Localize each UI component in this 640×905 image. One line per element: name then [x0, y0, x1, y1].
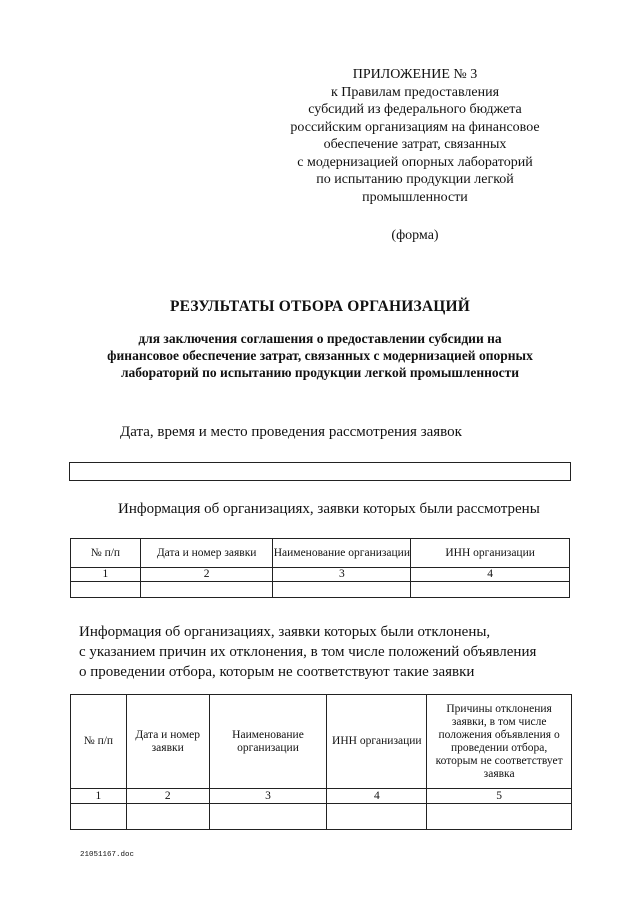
column-header-number: № п/п	[71, 695, 127, 789]
header-line: субсидий из федерального бюджета	[308, 102, 522, 117]
heading-line: о проведении отбора, которым не соответствуют такие заявки	[79, 664, 475, 680]
column-number-cell: 4	[327, 789, 427, 804]
document-title: РЕЗУЛЬТАТЫ ОТБОРА ОРГАНИЗАЦИЙ	[169, 298, 471, 315]
header-line: по испытанию продукции легкой	[316, 172, 514, 187]
empty-cell[interactable]	[209, 804, 327, 830]
header-line: обеспечение затрат, связанных	[323, 137, 507, 152]
considered-applications-table	[70, 538, 570, 598]
header-line-appendix-number: ПРИЛОЖЕНИЕ № 3	[352, 67, 478, 82]
empty-cell[interactable]	[273, 582, 411, 598]
column-header-rejection-reasons: Причины отклонения заявки, в том числе положения объявления о проведении отбора, которым не соответствует заявка	[427, 695, 572, 789]
column-header-number: № п/п	[71, 539, 141, 568]
header-line: промышленности	[362, 189, 468, 205]
date-place-label: Дата, время и место проведения рассмотрения заявок	[120, 424, 462, 440]
column-header-date-number: Дата и номер заявки	[126, 695, 209, 789]
empty-cell[interactable]	[411, 582, 570, 598]
column-number-cell: 3	[209, 789, 327, 804]
column-number-cell: 1	[71, 568, 141, 582]
empty-cell[interactable]	[71, 804, 127, 830]
column-header-inn: ИНН организации	[327, 695, 427, 789]
header-line: к Правилам предоставления	[330, 84, 500, 100]
column-number-cell: 5	[427, 789, 572, 804]
column-number-cell: 2	[126, 789, 209, 804]
column-number-cell: 1	[71, 789, 127, 804]
column-header-date-number: Дата и номер заявки	[140, 539, 273, 568]
empty-cell[interactable]	[71, 582, 141, 598]
document-subtitle	[100, 330, 540, 381]
heading-line: с указанием причин их отклонения, в том числе положений объявления	[79, 644, 537, 660]
empty-cell[interactable]	[427, 804, 572, 830]
rejected-applications-table	[70, 694, 572, 830]
column-header-organization-name: Наименование организации	[209, 695, 327, 789]
subtitle-line: финансовое обеспечение затрат, связанных с модернизацией опорных	[107, 348, 533, 363]
subtitle-line: для заключения соглашения о предоставлении субсидии на	[138, 331, 502, 346]
empty-cell[interactable]	[327, 804, 427, 830]
column-number-cell: 2	[140, 568, 273, 582]
empty-cell[interactable]	[126, 804, 209, 830]
date-place-field[interactable]	[69, 462, 571, 481]
column-number-cell: 4	[411, 568, 570, 582]
considered-applications-heading: Информация об организациях, заявки которых были рассмотрены	[118, 501, 540, 517]
column-header-inn: ИНН организации	[411, 539, 570, 568]
column-number-cell: 3	[273, 568, 411, 582]
heading-line: Информация об организациях, заявки которых были отклонены,	[79, 624, 491, 640]
header-line: с модернизацией опорных лабораторий	[297, 154, 533, 170]
rejected-applications-heading	[79, 622, 566, 682]
subtitle-line: лабораторий по испытанию продукции легкой промышленности	[120, 365, 520, 380]
form-label: (форма)	[391, 228, 439, 243]
empty-cell[interactable]	[140, 582, 273, 598]
appendix-header	[250, 66, 580, 206]
column-header-organization-name: Наименование организации	[273, 539, 411, 568]
header-line: российским организациям на финансовое	[290, 119, 540, 135]
file-name-footer: 21051167.doc	[80, 851, 135, 859]
